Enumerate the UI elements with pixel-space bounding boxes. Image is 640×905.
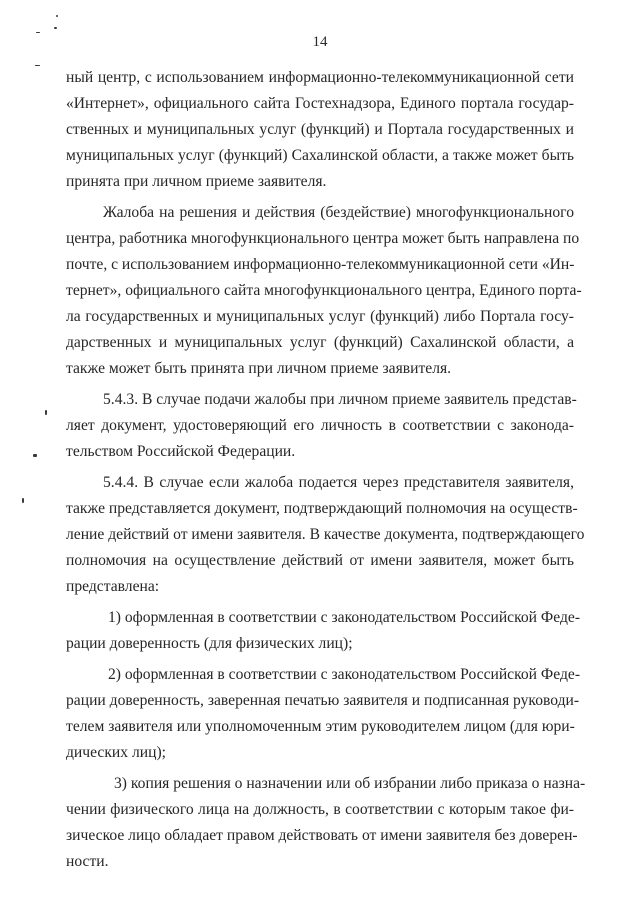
text-line: дарственных и муниципальных услуг (функций) Сахалинской области, а xyxy=(66,334,574,351)
scan-speck xyxy=(36,32,40,33)
text-line: Жалоба на решения и действия (бездействие) многофункционального xyxy=(103,204,574,221)
list-item-text: 1) оформленная в соответствии с законодательством Российской Феде- xyxy=(108,609,581,626)
list-item-text: телем заявителя или уполномоченным этим руководителем лицом (для юри- xyxy=(66,718,575,735)
text-line: полномочия на осуществление действий от имени заявителя, может быть xyxy=(66,552,574,569)
list-item-text: 3) копия решения о назначении или об избрании либо приказа о назна- xyxy=(114,775,586,792)
text-line: тернет», официального сайта многофункционального центра, Единого порта- xyxy=(66,282,582,299)
text-line: принята при личном приеме заявителя. xyxy=(66,173,327,190)
text-line: почте, с использованием информационно-телекоммуникационной сети «Ин- xyxy=(66,256,575,273)
text-line: «Интернет», официального сайта Гостехнадзора, Единого портала государ- xyxy=(66,95,574,112)
scan-speck xyxy=(35,65,40,66)
text-line: ляет документ, удостоверяющий его личность в соответствии с законода- xyxy=(66,417,574,434)
scan-speck xyxy=(33,454,37,457)
text-line: ный центр, с использованием информационно-телекоммуникационной сети xyxy=(66,69,574,86)
text-line: 5.4.4. В случае если жалоба подается через представителя заявителя, xyxy=(103,474,574,491)
text-line: также представляется документ, подтверждающий полномочия на осуществ- xyxy=(66,500,578,517)
scan-speck xyxy=(56,15,58,17)
page-number: 14 xyxy=(312,34,328,50)
list-item-text: чении физического лица на должность, в соответствии с которым такое фи- xyxy=(66,801,574,818)
text-line: центра, работника многофункционального центра может быть направлена по xyxy=(66,230,580,247)
list-item-text: рации доверенность (для физических лиц); xyxy=(66,635,353,652)
text-line: также может быть принята при личном приеме заявителя. xyxy=(66,360,452,377)
list-item-text: дических лиц); xyxy=(66,744,166,761)
list-item-text: 2) оформленная в соответствии с законодательством Российской Феде- xyxy=(108,666,581,683)
text-line: 5.4.3. В случае подачи жалобы при личном приеме заявитель представ- xyxy=(103,391,577,408)
text-line: ление действий от имени заявителя. В качестве документа, подтверждающего xyxy=(66,526,585,543)
scan-speck xyxy=(45,410,47,415)
text-line: муниципальных услуг (функций) Сахалинской области, а также может быть xyxy=(66,147,574,164)
text-line: ла государственных и муниципальных услуг (функций) либо Портала госу- xyxy=(66,308,574,325)
list-item-text: рации доверенность, заверенная печатью заявителя и подписанная руководи- xyxy=(66,692,580,709)
text-line: ственных и муниципальных услуг (функций) и Портала государственных и xyxy=(66,121,574,138)
list-item-text: ности. xyxy=(66,853,109,870)
text-line: представлена: xyxy=(66,578,160,595)
scan-speck xyxy=(54,27,57,29)
scan-speck xyxy=(22,498,24,503)
text-line: тельством Российской Федерации. xyxy=(66,443,296,460)
list-item-text: зическое лицо обладает правом действовать от имени заявителя без доверен- xyxy=(66,827,578,844)
